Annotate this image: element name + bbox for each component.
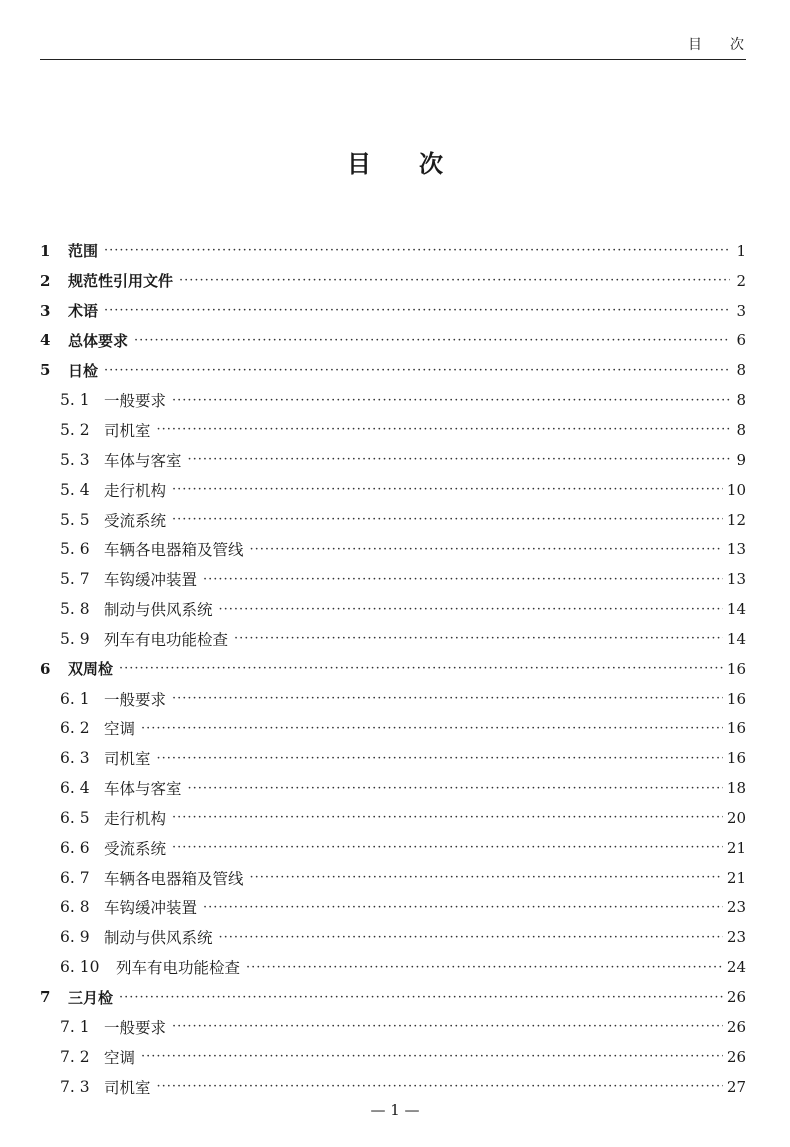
running-header: 目 次 [688, 37, 744, 53]
toc-entry-number: 7. 2 [60, 1047, 90, 1066]
toc-entry[interactable] [40, 534, 746, 564]
page-number: — 1 — [370, 1101, 420, 1119]
toc-entry-number: 5. 2 [60, 420, 90, 439]
toc-entry-page: 2 [736, 271, 746, 290]
toc-entry-page: 6 [736, 331, 746, 350]
toc-entry-title: 受流系统 [104, 511, 167, 530]
toc-entry[interactable] [40, 505, 746, 535]
toc-entry[interactable] [40, 475, 746, 505]
toc-entry[interactable] [40, 952, 746, 982]
toc-entry-title: 走行机构 [104, 481, 167, 500]
table-of-contents [40, 236, 746, 1101]
toc-dot-leader [119, 662, 723, 675]
toc-entry-number: 6. 5 [60, 808, 90, 827]
toc-dot-leader [119, 991, 723, 1004]
toc-entry-page: 23 [726, 898, 746, 917]
toc-entry-number: 7. 3 [60, 1077, 90, 1096]
toc-entry-number: 5. 3 [60, 450, 90, 469]
toc-dot-leader [172, 841, 723, 854]
toc-entry-page: 16 [726, 749, 746, 768]
toc-entry-number: 6. 2 [60, 719, 90, 738]
toc-entry-title: 司机室 [104, 750, 151, 769]
toc-entry-page: 21 [726, 838, 746, 857]
toc-entry-number: 5. 1 [60, 391, 90, 410]
toc-entry-title: 空调 [104, 720, 136, 739]
toc-entry-page: 13 [726, 570, 746, 589]
toc-entry-title: 三月检 [68, 988, 114, 1007]
page-title-char-1: 目 [347, 150, 371, 178]
toc-entry-title: 空调 [104, 1048, 136, 1067]
toc-dot-leader [134, 334, 730, 347]
toc-entry[interactable] [40, 893, 746, 923]
toc-entry-number: 6. 9 [60, 928, 90, 947]
toc-entry-page: 8 [736, 361, 746, 380]
toc-entry-number: 6. 7 [60, 868, 90, 887]
toc-dot-leader [188, 453, 730, 466]
toc-entry-number: 5. 8 [60, 600, 90, 619]
toc-dot-leader [234, 632, 723, 645]
toc-entry[interactable] [40, 833, 746, 863]
toc-dot-leader [250, 543, 723, 556]
toc-entry[interactable] [40, 803, 746, 833]
toc-entry-number: 5. 7 [60, 570, 90, 589]
toc-entry[interactable] [40, 684, 746, 714]
toc-entry-number: 3 [40, 301, 51, 320]
toc-entry-page: 3 [736, 301, 746, 320]
toc-entry-page: 8 [736, 391, 746, 410]
toc-entry[interactable] [40, 773, 746, 803]
toc-entry[interactable] [40, 236, 746, 266]
toc-dot-leader [157, 423, 730, 436]
toc-dot-leader [172, 811, 723, 824]
toc-entry[interactable] [40, 564, 746, 594]
toc-entry[interactable] [40, 624, 746, 654]
toc-entry-number: 6. 3 [60, 749, 90, 768]
toc-dot-leader [172, 513, 723, 526]
toc-entry-title: 车辆各电器箱及管线 [104, 869, 244, 888]
toc-entry-number: 5. 9 [60, 629, 90, 648]
toc-entry-number: 4 [40, 331, 51, 350]
toc-entry[interactable] [40, 743, 746, 773]
toc-entry-title: 一般要求 [104, 690, 167, 709]
toc-entry-page: 14 [726, 600, 746, 619]
toc-entry-page: 8 [736, 420, 746, 439]
toc-entry-title: 术语 [68, 302, 99, 321]
toc-entry-number: 6. 8 [60, 898, 90, 917]
toc-dot-leader [246, 961, 723, 974]
toc-entry[interactable] [40, 385, 746, 415]
toc-dot-leader [141, 722, 723, 735]
toc-entry-number: 5. 6 [60, 540, 90, 559]
toc-entry-page: 26 [726, 1017, 746, 1036]
toc-entry-number: 2 [40, 271, 51, 290]
toc-entry[interactable] [40, 266, 746, 296]
toc-dot-leader [219, 603, 723, 616]
toc-entry-title: 制动与供风系统 [104, 929, 213, 948]
toc-entry[interactable] [40, 1012, 746, 1042]
toc-entry-title: 范围 [68, 242, 99, 261]
toc-entry-number: 6. 6 [60, 838, 90, 857]
toc-entry-title: 规范性引用文件 [68, 272, 174, 291]
toc-entry-title: 一般要求 [104, 392, 167, 411]
toc-entry-page: 9 [736, 450, 746, 469]
toc-dot-leader [172, 394, 730, 407]
toc-dot-leader [172, 1020, 723, 1033]
toc-entry-page: 12 [726, 510, 746, 529]
toc-entry-page: 16 [726, 659, 746, 678]
toc-entry[interactable] [40, 922, 746, 952]
toc-entry-page: 10 [726, 480, 746, 499]
toc-entry-page: 21 [726, 868, 746, 887]
toc-entry[interactable] [40, 1042, 746, 1072]
toc-entry-page: 26 [726, 1047, 746, 1066]
toc-entry[interactable] [40, 863, 746, 893]
toc-entry-title: 司机室 [104, 1078, 151, 1097]
toc-dot-leader [203, 901, 723, 914]
toc-entry-title: 车钩缓冲装置 [104, 571, 198, 590]
toc-dot-leader [104, 364, 730, 377]
toc-entry-page: 16 [726, 719, 746, 738]
toc-entry[interactable] [40, 654, 746, 684]
toc-entry-title: 车体与客室 [104, 780, 182, 799]
toc-dot-leader [104, 304, 730, 317]
toc-entry[interactable] [40, 296, 746, 326]
toc-entry-number: 6. 1 [60, 689, 90, 708]
toc-dot-leader [219, 931, 723, 944]
toc-entry-title: 日检 [68, 361, 99, 380]
toc-entry-number: 6. 10 [60, 958, 100, 977]
toc-entry-number: 7 [40, 988, 51, 1007]
toc-entry-page: 1 [736, 241, 746, 260]
page-title-char-2: 次 [419, 150, 443, 178]
toc-entry[interactable] [40, 326, 746, 356]
toc-entry-title: 一般要求 [104, 1018, 167, 1037]
toc-dot-leader [250, 871, 723, 884]
toc-entry-title: 双周检 [68, 660, 114, 679]
toc-entry-page: 20 [726, 808, 746, 827]
toc-dot-leader [157, 1080, 723, 1093]
toc-dot-leader [157, 752, 723, 765]
header-rule [40, 59, 746, 60]
toc-entry-page: 23 [726, 928, 746, 947]
toc-entry-title: 制动与供风系统 [104, 601, 213, 620]
toc-entry-title: 总体要求 [68, 331, 129, 350]
toc-entry[interactable] [40, 594, 746, 624]
toc-entry-number: 6 [40, 659, 51, 678]
toc-entry[interactable] [40, 982, 746, 1012]
toc-dot-leader [172, 692, 723, 705]
toc-entry-title: 车体与客室 [104, 451, 182, 470]
toc-entry-number: 5. 5 [60, 510, 90, 529]
toc-entry[interactable] [40, 714, 746, 744]
toc-dot-leader [188, 782, 723, 795]
toc-dot-leader [172, 483, 723, 496]
toc-entry-page: 26 [726, 988, 746, 1007]
page-title [0, 144, 790, 179]
toc-entry[interactable] [40, 445, 746, 475]
toc-entry-number: 7. 1 [60, 1017, 90, 1036]
toc-dot-leader [203, 573, 723, 586]
toc-entry-page: 24 [726, 958, 746, 977]
toc-entry-page: 16 [726, 689, 746, 708]
toc-entry-page: 18 [726, 779, 746, 798]
toc-entry[interactable] [40, 415, 746, 445]
toc-entry-page: 27 [726, 1077, 746, 1096]
toc-dot-leader [104, 244, 730, 257]
toc-dot-leader [141, 1050, 723, 1063]
toc-entry-page: 13 [726, 540, 746, 559]
toc-dot-leader [179, 274, 730, 287]
toc-entry-title: 列车有电功能检查 [104, 630, 229, 649]
toc-entry-number: 5 [40, 361, 51, 380]
toc-entry-title: 走行机构 [104, 809, 167, 828]
toc-entry-number: 6. 4 [60, 779, 90, 798]
toc-entry-page: 14 [726, 629, 746, 648]
toc-entry-title: 司机室 [104, 421, 151, 440]
toc-entry[interactable] [40, 355, 746, 385]
toc-entry-number: 1 [40, 241, 51, 260]
toc-entry-title: 车钩缓冲装置 [104, 899, 198, 918]
toc-entry-number: 5. 4 [60, 480, 90, 499]
toc-entry[interactable] [40, 1072, 746, 1102]
toc-entry-title: 受流系统 [104, 839, 167, 858]
toc-entry-title: 车辆各电器箱及管线 [104, 541, 244, 560]
toc-entry-title: 列车有电功能检查 [116, 959, 241, 978]
